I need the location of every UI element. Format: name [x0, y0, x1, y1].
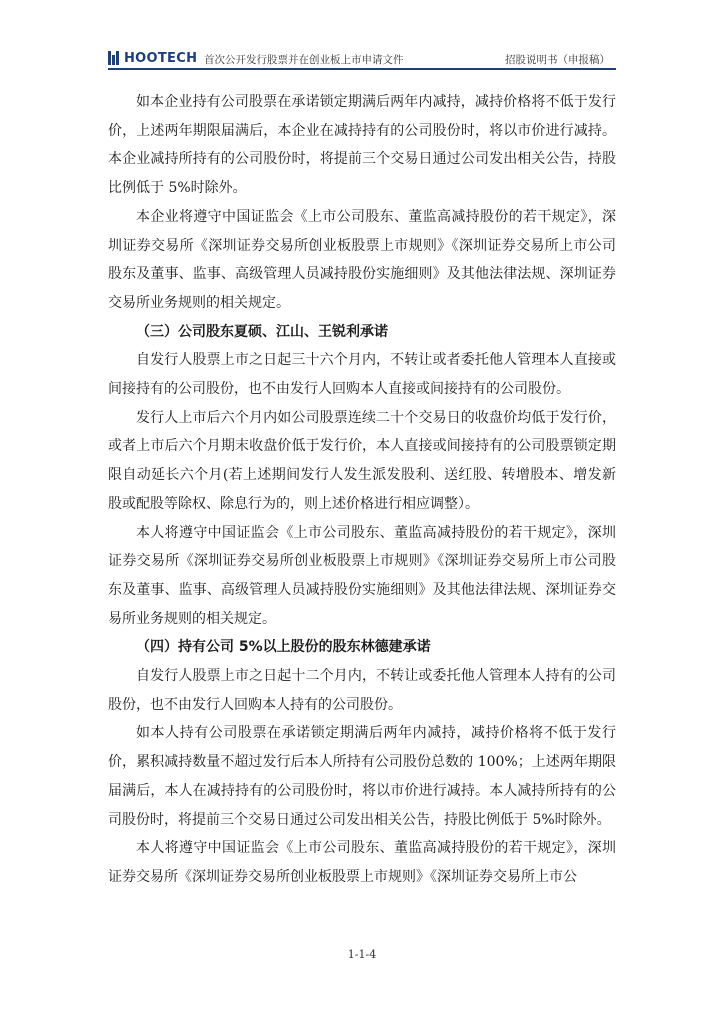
body-paragraph: 自发行人股票上市之日起十二个月内，不转让或委托他人管理本人持有的公司股份，也不由发行人回购本人持有的公司股份。: [108, 668, 616, 713]
document-body: [108, 88, 616, 892]
header-document-title: 首次公开发行股票并在创业板上市申请文件: [204, 54, 404, 66]
body-paragraph: 本人将遵守中国证监会《上市公司股东、董监高减持股份的若干规定》，深圳证券交易所《深圳证券交易所创业板股票上市规则》《深圳证券交易所上市公: [108, 840, 616, 885]
company-logo: [108, 50, 197, 66]
body-paragraph: 如本人持有公司股票在承诺锁定期满后两年内减持，减持价格将不低于发行价，累积减持数量不超过发行后本人所持有公司股份总数的 100%；上述两年期限届满后，本人在减持持有的公司股份时，将以市价进行减持。本人减持所持有的公司股份时，将提前三个交易日通过公司发出相关公告，持股比例低于 5%时除外。: [108, 725, 616, 828]
body-paragraph: 本人将遵守中国证监会《上市公司股东、董监高减持股份的若干规定》，深圳证券交易所《深圳证券交易所创业板股票上市规则》《深圳证券交易所上市公司股东及董事、监事、高级管理人员减持股份实施细则》及其他法律法规、深圳证券交易所业务规则的相关规定。: [108, 524, 616, 627]
body-paragraph: 本企业将遵守中国证监会《上市公司股东、董监高减持股份的若干规定》，深圳证券交易所《深圳证券交易所创业板股票上市规则》《深圳证券交易所上市公司股东及董事、监事、高级管理人员减持股份实施细则》及其他法律法规、深圳证券交易所业务规则的相关规定。: [108, 208, 616, 311]
body-paragraph: 自发行人股票上市之日起三十六个月内，不转让或者委托他人管理本人直接或间接持有的公司股份，也不由发行人回购本人直接或间接持有的公司股份。: [108, 352, 616, 398]
body-paragraph: 如本企业持有公司股票在承诺锁定期满后两年内减持，减持价格将不低于发行价，上述两年期限届满后，本企业在减持持有的公司股份时，将以市价进行减持。本企业减持所持有的公司股份时，将提前三个交易日通过公司发出相关公告，持股比例低于 5%时除外。: [108, 94, 616, 197]
page-number: 1-1-4: [347, 948, 377, 961]
logo-text: HOOTECH: [124, 50, 198, 66]
section-heading: （四）持有公司 5%以上股份的股东林德建承诺: [136, 639, 431, 656]
section-heading: （三）公司股东夏硕、江山、王锐利承诺: [136, 323, 388, 340]
page-header: [108, 48, 616, 70]
body-paragraph: 发行人上市后六个月内如公司股票连续二十个交易日的收盘价均低于发行价，或者上市后六个月期末收盘价低于发行价，本人直接或间接持有的公司股票锁定期限自动延长六个月(若上述期间发行人发生派发股利、送红股、转增股本、增发新股或配股等除权、除息行为的，则上述价格进行相应调整）。: [108, 409, 616, 512]
header-document-type: 招股说明书（申报稿）: [505, 54, 610, 66]
logo-mark-icon: [108, 51, 120, 65]
